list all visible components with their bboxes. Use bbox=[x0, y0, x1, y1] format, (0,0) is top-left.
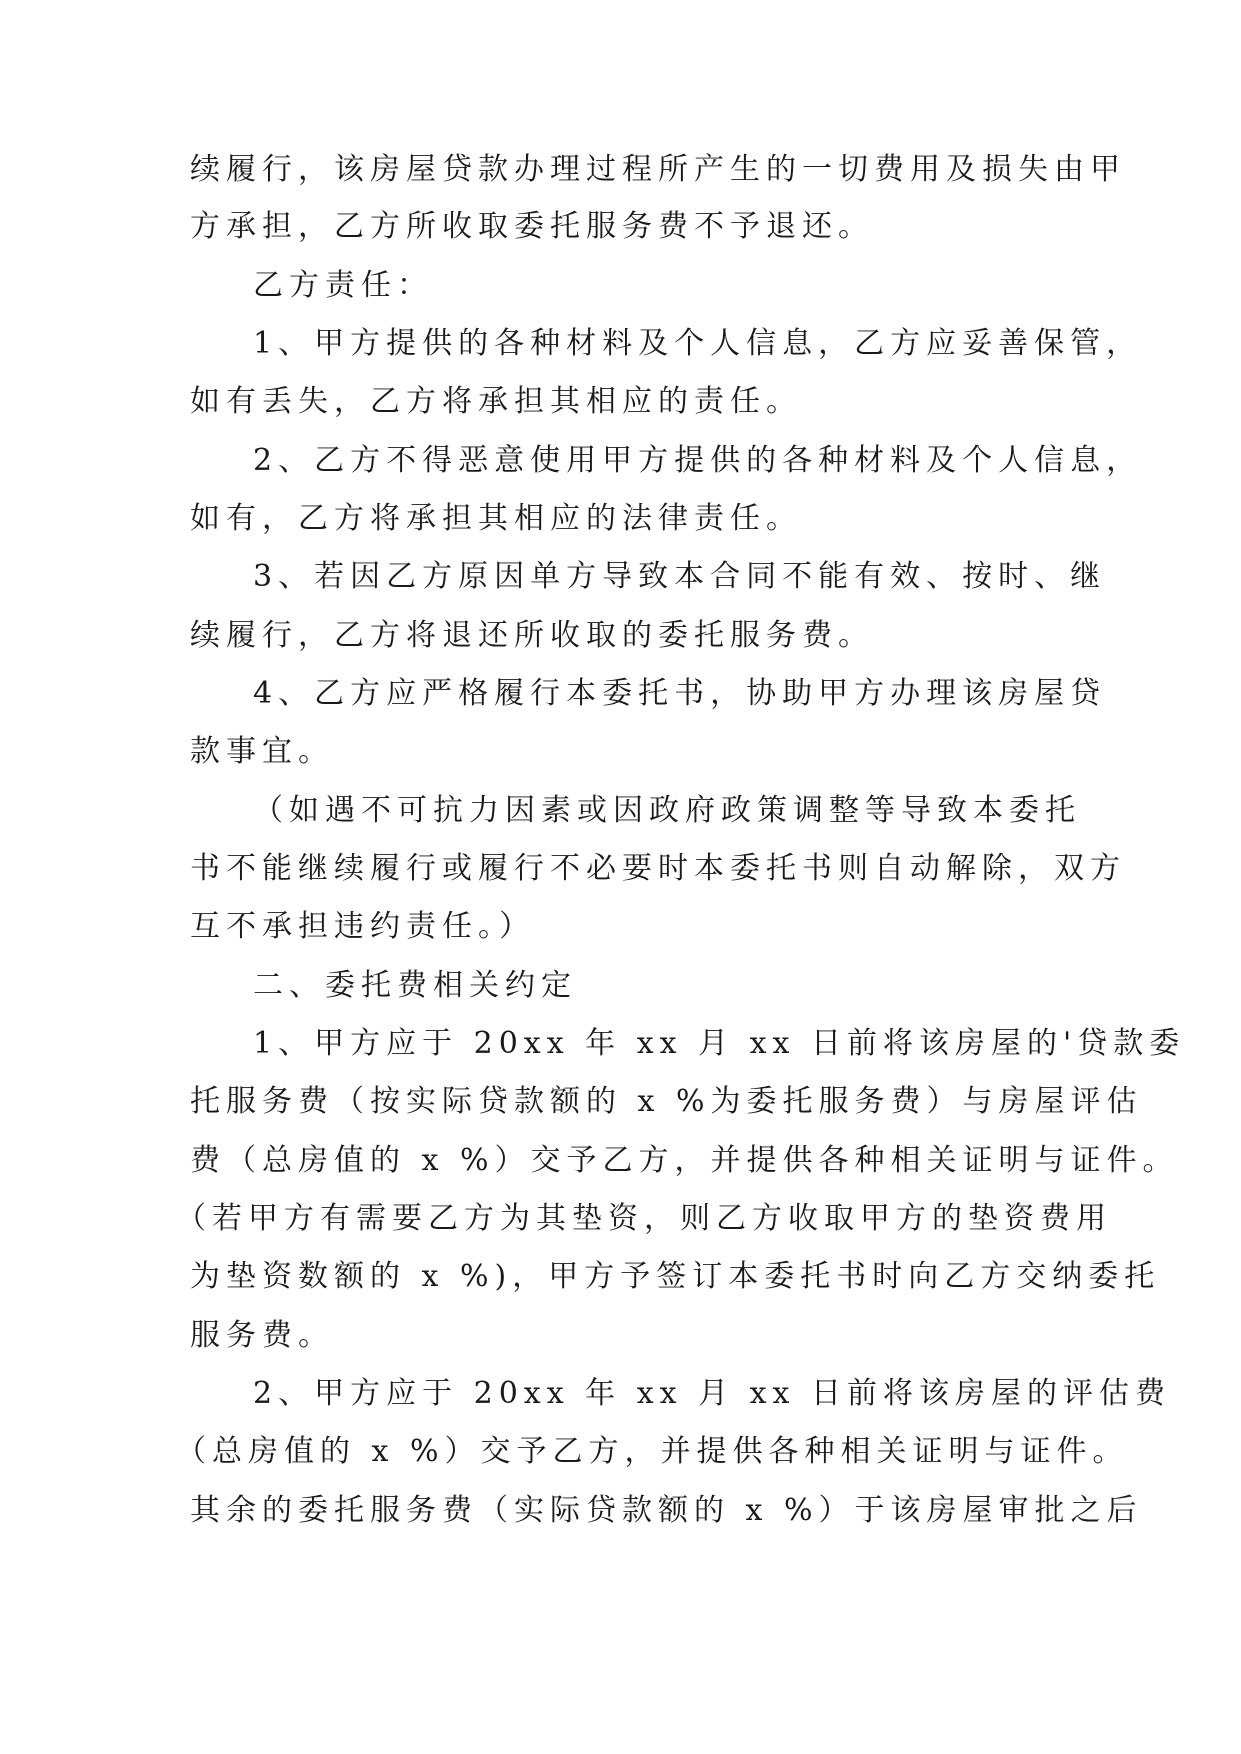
text-line: 托服务费（按实际贷款额的 x %为委托服务费）与房屋评估 bbox=[190, 1084, 1143, 1119]
text-line: 服务费。 bbox=[190, 1318, 334, 1353]
text-line: 4、乙方应严格履行本委托书，协助甲方办理该房屋贷 bbox=[253, 676, 1107, 711]
text-line: 1、甲方应于 20xx 年 xx 月 xx 日前将该房屋的'贷款委 bbox=[253, 1026, 1186, 1061]
section-heading: 乙方责任： bbox=[253, 268, 433, 303]
text-line: 费（总房值的 x %）交予乙方，并提供各种相关证明与证件。 bbox=[190, 1143, 1179, 1178]
text-line: 款事宜。 bbox=[190, 734, 334, 769]
text-line: 续履行，乙方将退还所收取的委托服务费。 bbox=[190, 618, 874, 653]
text-line: 续履行，该房屋贷款办理过程所产生的一切费用及损失由甲 bbox=[190, 152, 1126, 187]
text-line: 其余的委托服务费（实际贷款额的 x %）于该房屋审批之后 bbox=[190, 1493, 1143, 1528]
section-heading: 二、委托费相关约定 bbox=[253, 968, 577, 1003]
text-line: 如有，乙方将承担其相应的法律责任。 bbox=[190, 501, 802, 536]
text-line: 互不承担违约责任。） bbox=[190, 909, 535, 944]
text-line: 2、甲方应于 20xx 年 xx 月 xx 日前将该房屋的评估费 bbox=[253, 1376, 1171, 1411]
text-line: （若甲方有需要乙方为其垫资，则乙方收取甲方的垫资费用 bbox=[176, 1201, 1112, 1236]
text-line: 3、若因乙方原因单方导致本合同不能有效、按时、继 bbox=[253, 559, 1107, 594]
text-line: （总房值的 x %）交予乙方，并提供各种相关证明与证件。 bbox=[176, 1434, 1129, 1469]
text-line: （如遇不可抗力因素或因政府政策调整等导致本委托 bbox=[253, 793, 1081, 828]
text-line: 2、乙方不得恶意使用甲方提供的各种材料及个人信息， bbox=[253, 443, 1143, 478]
text-line: 1、甲方提供的各种材料及个人信息，乙方应妥善保管， bbox=[253, 326, 1143, 361]
text-line: 方承担，乙方所收取委托服务费不予退还。 bbox=[190, 209, 874, 244]
text-line: 书不能继续履行或履行不必要时本委托书则自动解除，双方 bbox=[190, 851, 1126, 886]
text-line: 为垫资数额的 x %)，甲方予签订本委托书时向乙方交纳委托 bbox=[190, 1259, 1161, 1294]
text-line: 如有丢失，乙方将承担其相应的责任。 bbox=[190, 384, 802, 419]
